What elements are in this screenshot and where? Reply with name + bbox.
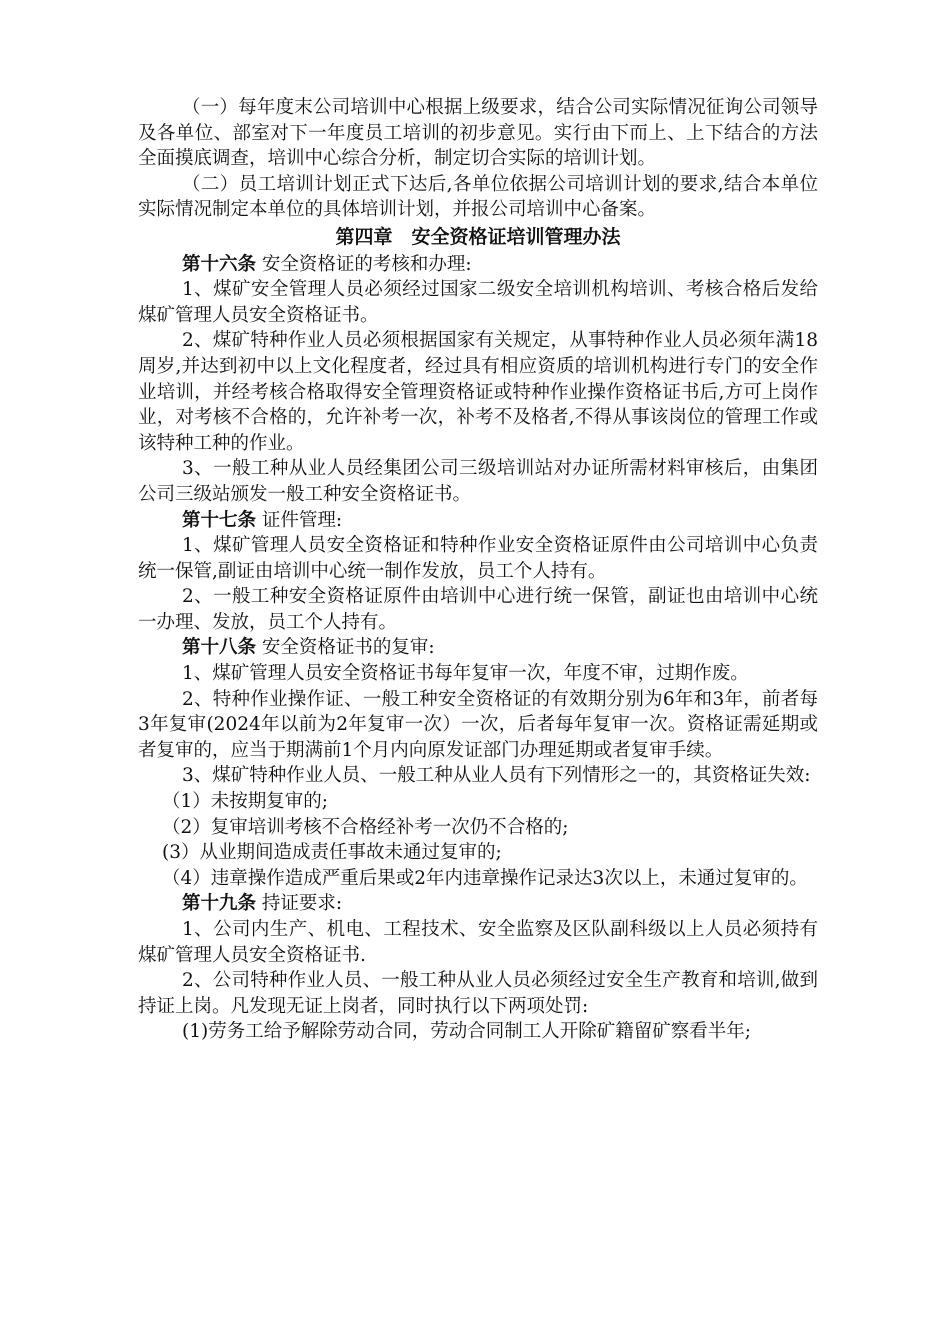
article-17-label: 第十七条 [182, 509, 257, 531]
article-18-sub-2: （2）复审培训考核不合格经补考一次仍不合格的; [162, 816, 569, 838]
article-18-item-1: 1、煤矿管理人员安全资格证书每年复审一次，年度不审，过期作废。 [182, 663, 749, 685]
article-18-heading: 安全资格证书的复审: [261, 637, 435, 659]
article-19 [138, 891, 818, 917]
paragraph-plan-1: （一）每年度末公司培训中心根据上级要求，结合公司实际情况征询公司领导及各单位、部室对下一年度员工培训的初步意见。实行由下而上、上下结合的方法全面摸底调查，培训中心综合分析，制定切合实际的培训计划。 [138, 97, 818, 170]
paragraph-plan-2: （二）员工培训计划正式下达后,各单位依据公司培训计划的要求,结合本单位实际情况制定本单位的具体培训计划，并报公司培训中心备案。 [138, 173, 818, 221]
article-16-item-3: 3、一般工种从业人员经集团公司三级培训站对办证所需材料审核后，由集团公司三级站颁发一般工种安全资格证书。 [138, 458, 818, 505]
chapter-4-title: 第四章 安全资格证培训管理办法 [335, 225, 621, 248]
article-18-label: 第十八条 [182, 637, 257, 659]
article-17-item-2: 2、一般工种安全资格证原件由培训中心进行统一保管，副证也由培训中心统一办理、发放，员工个人持有。 [138, 586, 818, 633]
article-16-item-1: 1、煤矿安全管理人员必须经过国家二级安全培训机构培训、考核合格后发给煤矿管理人员安全资格证书。 [138, 279, 818, 326]
article-18 [138, 635, 818, 661]
article-18-sub-4: （4）违章操作造成严重后果或2年内违章操作记录达3次以上，未通过复审的。 [162, 867, 808, 889]
article-16-heading: 安全资格证的考核和办理: [261, 253, 472, 275]
article-18-item-3: 3、煤矿特种作业人员、一般工种从业人员有下列情形之一的，其资格证失效: [182, 765, 811, 787]
article-19-item-2: 2、公司特种作业人员、一般工种从业人员必须经过安全生产教育和培训,做到持证上岗。凡发现无证上岗者，同时执行以下两项处罚: [138, 970, 818, 1017]
article-19-item-1: 1、公司内生产、机电、工程技术、安全监察及区队副科级以上人员必须持有煤矿管理人员安全资格证书. [138, 919, 818, 966]
article-17-item-1: 1、煤矿管理人员安全资格证和特种作业安全资格证原件由公司培训中心负责统一保管,副证由培训中心统一制作发放，员工个人持有。 [138, 535, 818, 582]
article-18-sub-3: (3）从业期间造成责任事故未通过复审的; [162, 842, 502, 864]
article-19-label: 第十九条 [182, 893, 257, 915]
article-19-heading: 持证要求: [261, 893, 343, 915]
article-16 [138, 252, 818, 278]
article-18-sub-1: （1）未按期复审的; [162, 791, 329, 813]
article-19-sub-1: (1)劳务工给予解除劳动合同，劳动合同制工人开除矿籍留矿察看半年; [182, 1021, 751, 1043]
article-18-item-2: 2、特种作业操作证、一般工种安全资格证的有效期分别为6年和3年，前者每3年复审(2024年以前为2年复审一次）一次，后者每年复审一次。资格证需延期或者复审的，应当于期满前1个月内向原发证部门办理延期或者复审手续。 [138, 688, 818, 761]
article-16-label: 第十六条 [182, 253, 257, 275]
article-17 [138, 508, 818, 534]
article-16-item-2: 2、煤矿特种作业人员必须根据国家有关规定，从事特种作业人员必须年满18周岁,并达到初中以上文化程度者，经过具有相应资质的培训机构进行专门的安全作业培训，并经考核合格取得安全管理资格证或特种作业操作资格证书后,方可上岗作业，对考核不合格的，允许补考一次，补考不及格者,不得从事该岗位的管理工作或该特种工种的作业。 [138, 330, 818, 454]
article-17-heading: 证件管理: [261, 509, 343, 531]
